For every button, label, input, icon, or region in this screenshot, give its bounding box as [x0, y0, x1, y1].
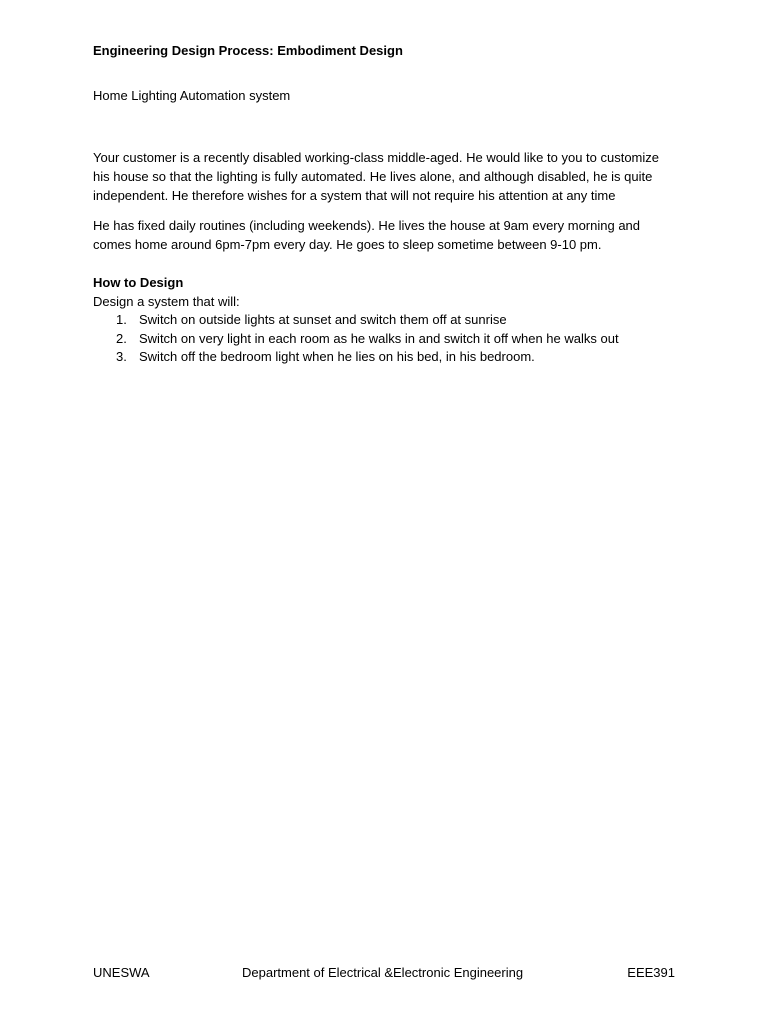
footer-institution: UNESWA: [93, 965, 150, 980]
list-item-number: 3.: [116, 349, 127, 364]
paragraph-customer: Your customer is a recently disabled working-class middle-aged. He would like to you to customize his house so that the lighting is fully automated. He lives alone, and although disabled, he is quite independent. He therefore wishes for a system that will not require his attention at any time: [93, 150, 660, 203]
footer-department: Department of Electrical &Electronic Engineering: [242, 965, 524, 980]
requirements-list: [93, 311, 675, 367]
document-subtitle: Home Lighting Automation system: [93, 88, 291, 103]
list-item: [93, 330, 675, 349]
paragraph-routines: He has fixed daily routines (including weekends). He lives the house at 9am every morning and comes home around 6pm-7pm every day. He goes to sleep sometime between 9-10 pm.: [93, 218, 641, 252]
document-title: Engineering Design Process: Embodiment Design: [93, 43, 403, 58]
list-item-number: 2.: [116, 330, 127, 346]
footer-course-code: EEE391: [627, 965, 675, 980]
list-item-text: Switch on very light in each room as he walks in and switch it off when he walks out: [139, 330, 619, 346]
section-heading: How to Design: [93, 275, 184, 290]
list-item: [93, 348, 675, 367]
document-page: [93, 0, 675, 1024]
page-footer: [93, 964, 675, 982]
list-item-text: Switch off the bedroom light when he lies on his bed, in his bedroom.: [139, 349, 535, 364]
list-item: [93, 311, 675, 330]
list-item-text: Switch on outside lights at sunset and switch them off at sunrise: [139, 312, 507, 327]
list-item-number: 1.: [116, 312, 127, 327]
section-intro: Design a system that will:: [93, 294, 240, 309]
